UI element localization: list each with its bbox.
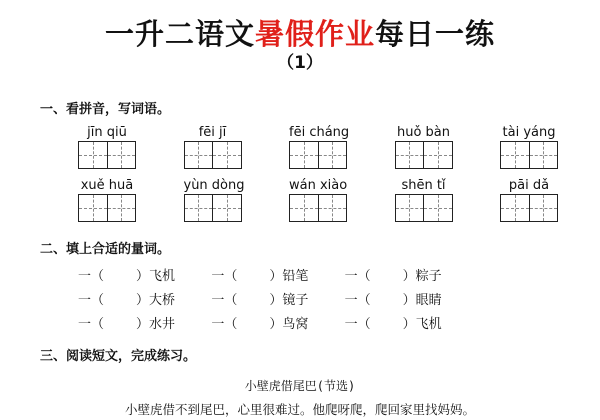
- pinyin-item: [183, 177, 245, 222]
- measure-prefix: 一（: [211, 317, 238, 332]
- pinyin-text: tài yáng: [502, 125, 556, 140]
- measure-noun: ）水井: [136, 317, 176, 332]
- measure-row: [78, 313, 478, 337]
- measure-item: [211, 265, 344, 289]
- page-title: [0, 12, 600, 53]
- section-3-heading: 三、阅读短文，完成练习。: [40, 349, 197, 364]
- writing-box[interactable]: [289, 194, 347, 222]
- measure-row: [78, 265, 478, 289]
- measure-prefix: 一（: [344, 317, 371, 332]
- title-part-1: 一升二语文: [104, 17, 255, 51]
- pinyin-text: xuě huā: [80, 178, 134, 193]
- pinyin-text: yùn dòng: [183, 178, 245, 193]
- pinyin-item: [78, 124, 136, 169]
- section-2-heading: 二、填上合适的量词。: [40, 242, 171, 257]
- pinyin-item: [289, 177, 347, 222]
- writing-box[interactable]: [500, 194, 558, 222]
- measure-prefix: 一（: [211, 269, 238, 284]
- pinyin-text: fēi jī: [198, 125, 227, 140]
- measure-prefix: 一（: [344, 269, 371, 284]
- measure-noun: ）粽子: [402, 269, 442, 284]
- title-highlight: 暑假作业: [254, 17, 375, 51]
- measure-noun: ）眼睛: [402, 293, 442, 308]
- reading-text: 小壁虎借不到尾巴，心里很难过。他爬呀爬，爬回家里找妈妈。: [124, 402, 475, 417]
- measure-prefix: 一（: [344, 293, 371, 308]
- pinyin-item: [395, 177, 453, 222]
- pinyin-item: [500, 124, 558, 169]
- measure-item: [78, 289, 211, 313]
- measure-noun: ）镜子: [269, 293, 309, 308]
- measure-noun: ）鸟窝: [269, 317, 309, 332]
- pinyin-item: [78, 177, 136, 222]
- pinyin-item: [500, 177, 558, 222]
- section-1-heading: 一、看拼音，写词语。: [40, 102, 171, 117]
- pinyin-text: shēn tǐ: [401, 178, 446, 193]
- measure-noun: ）大桥: [136, 293, 176, 308]
- pinyin-item: [184, 124, 242, 169]
- pinyin-row: [78, 124, 558, 169]
- writing-box[interactable]: [184, 141, 242, 169]
- pinyin-grid: [78, 124, 558, 230]
- pinyin-text: pāi dǎ: [508, 178, 550, 193]
- writing-box[interactable]: [289, 141, 347, 169]
- measure-prefix: 一（: [78, 269, 105, 284]
- measure-item: [211, 313, 344, 337]
- pinyin-item: [395, 124, 453, 169]
- measure-item: [211, 289, 344, 313]
- measure-prefix: 一（: [78, 293, 105, 308]
- measure-item: [345, 313, 478, 337]
- writing-box[interactable]: [78, 141, 136, 169]
- pinyin-text: huǒ bàn: [396, 125, 451, 140]
- measure-prefix: 一（: [211, 293, 238, 308]
- writing-box[interactable]: [184, 194, 242, 222]
- writing-box[interactable]: [395, 141, 453, 169]
- writing-box[interactable]: [78, 194, 136, 222]
- pinyin-text: wán xiào: [289, 178, 348, 193]
- measure-word-grid: [78, 265, 478, 337]
- measure-item: [345, 289, 478, 313]
- measure-noun: ）铅笔: [269, 269, 309, 284]
- pinyin-row: [78, 177, 558, 222]
- measure-row: [78, 289, 478, 313]
- measure-item: [78, 313, 211, 337]
- writing-box[interactable]: [500, 141, 558, 169]
- pinyin-text: jīn qiū: [87, 125, 127, 140]
- measure-item: [78, 265, 211, 289]
- measure-prefix: 一（: [78, 317, 105, 332]
- pinyin-item: [289, 124, 350, 169]
- writing-box[interactable]: [395, 194, 453, 222]
- page-subtitle: （1）: [277, 53, 323, 73]
- measure-item: [345, 265, 478, 289]
- title-part-2: 每日一练: [375, 17, 496, 51]
- pinyin-text: fēi cháng: [289, 125, 350, 140]
- reading-title: 小壁虎借尾巴(节选): [244, 379, 356, 393]
- measure-noun: ）飞机: [136, 269, 176, 284]
- measure-noun: ）飞机: [402, 317, 442, 332]
